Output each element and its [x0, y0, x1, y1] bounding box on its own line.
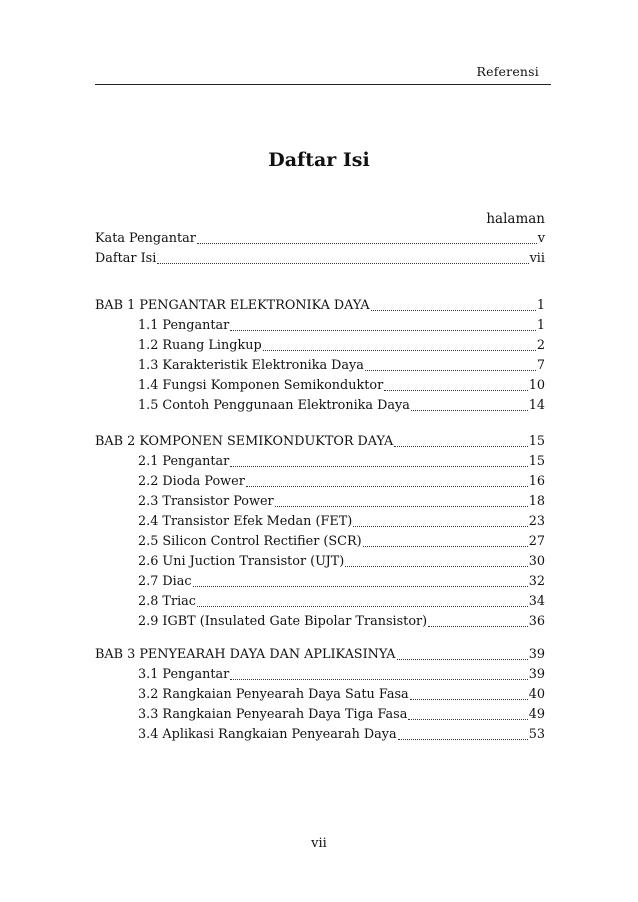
- toc-entry[interactable]: [95, 552, 545, 572]
- toc-entry[interactable]: [95, 472, 545, 492]
- dot-leader: [394, 432, 527, 452]
- toc-entry[interactable]: [95, 685, 545, 705]
- toc-entry-page: v: [537, 231, 545, 246]
- toc-entry-kata-pengantar[interactable]: [95, 229, 545, 249]
- toc-entry-page: 2: [536, 338, 545, 353]
- toc-entry-page: 1: [536, 298, 545, 313]
- page-column-label: halaman: [486, 211, 545, 227]
- dot-leader: [384, 376, 528, 396]
- toc-entry-page: 18: [528, 494, 545, 509]
- toc-entry[interactable]: [95, 592, 545, 612]
- toc-chapter-heading[interactable]: [95, 645, 545, 665]
- toc-entry[interactable]: [95, 725, 545, 745]
- dot-leader: [345, 552, 527, 572]
- toc-entry-label: Daftar Isi: [95, 251, 157, 266]
- toc-entry-label: 3.4 Aplikasi Rangkaian Penyearah Daya: [138, 727, 397, 742]
- toc-entry-page: 16: [528, 474, 545, 489]
- toc-entry-label: 2.1 Pengantar: [138, 454, 230, 469]
- dot-leader: [246, 472, 528, 492]
- dot-leader: [410, 685, 528, 705]
- toc-entry-page: 15: [528, 434, 545, 449]
- toc-entry-label: 2.5 Silicon Control Rectifier (SCR): [138, 534, 362, 549]
- toc-entry-label: 2.2 Dioda Power: [138, 474, 245, 489]
- toc-entry-label: 3.2 Rangkaian Penyearah Daya Satu Fasa: [138, 687, 409, 702]
- toc-entry[interactable]: [95, 452, 545, 472]
- toc-entry-label: 1.3 Karakteristik Elektronika Daya: [138, 358, 364, 373]
- header-rule: [95, 84, 551, 85]
- toc-entry[interactable]: [95, 512, 545, 532]
- toc-entry[interactable]: [95, 316, 545, 336]
- toc-entry-label: Kata Pengantar: [95, 231, 196, 246]
- toc-entry-page: 15: [528, 454, 545, 469]
- toc-entry-label: 2.7 Diac: [138, 574, 192, 589]
- toc-entry[interactable]: [95, 705, 545, 725]
- toc-chapter-3: [95, 645, 545, 745]
- toc-entry-label: 1.2 Ruang Lingkup: [138, 338, 262, 353]
- dot-leader: [397, 645, 528, 665]
- toc-entry-page: vii: [529, 251, 545, 266]
- toc-entry[interactable]: [95, 572, 545, 592]
- dot-leader: [411, 396, 528, 416]
- dot-leader: [371, 296, 536, 316]
- dot-leader: [365, 356, 536, 376]
- dot-leader: [230, 665, 527, 685]
- toc-entry-label: 1.4 Fungsi Komponen Semikonduktor: [138, 378, 384, 393]
- toc-entry-label: BAB 1 PENGANTAR ELEKTRONIKA DAYA: [95, 298, 370, 313]
- toc-entry-page: 49: [528, 707, 545, 722]
- toc-chapter-2: [95, 432, 545, 632]
- toc-entry[interactable]: [95, 492, 545, 512]
- toc-entry-page: 40: [528, 687, 545, 702]
- toc-entry[interactable]: [95, 356, 545, 376]
- toc-front-matter: [95, 229, 545, 269]
- toc-entry[interactable]: [95, 336, 545, 356]
- toc-entry-page: 23: [528, 514, 545, 529]
- toc-entry-label: 1.1 Pengantar: [138, 318, 230, 333]
- toc-entry-label: BAB 2 KOMPONEN SEMIKONDUKTOR DAYA: [95, 434, 394, 449]
- toc-entry-page: 10: [528, 378, 545, 393]
- dot-leader: [398, 725, 528, 745]
- running-header: Referensi: [476, 64, 539, 79]
- dot-leader: [230, 452, 527, 472]
- toc-entry-label: 1.5 Contoh Penggunaan Elektronika Daya: [138, 398, 410, 413]
- toc-entry[interactable]: [95, 532, 545, 552]
- toc-entry-page: 14: [528, 398, 545, 413]
- toc-entry[interactable]: [95, 612, 545, 632]
- toc-entry-label: 3.3 Rangkaian Penyearah Daya Tiga Fasa: [138, 707, 408, 722]
- dot-leader: [353, 512, 527, 532]
- dot-leader: [428, 612, 528, 632]
- toc-chapter-1: [95, 296, 545, 416]
- toc-entry-page: 39: [528, 647, 545, 662]
- toc-entry-page: 34: [528, 594, 545, 609]
- toc-entry-page: 36: [528, 614, 545, 629]
- dot-leader: [197, 592, 528, 612]
- dot-leader: [263, 336, 536, 356]
- toc-entry[interactable]: [95, 396, 545, 416]
- toc-entry-page: 53: [528, 727, 545, 742]
- dot-leader: [363, 532, 528, 552]
- toc-entry-label: 2.3 Transistor Power: [138, 494, 274, 509]
- toc-entry-daftar-isi[interactable]: [95, 249, 545, 269]
- dot-leader: [408, 705, 527, 725]
- dot-leader: [197, 229, 537, 249]
- toc-entry-page: 30: [528, 554, 545, 569]
- toc-entry-label: 2.9 IGBT (Insulated Gate Bipolar Transistor): [138, 614, 428, 629]
- toc-entry-page: 27: [528, 534, 545, 549]
- toc-entry-label: 3.1 Pengantar: [138, 667, 230, 682]
- toc-chapter-heading[interactable]: [95, 296, 545, 316]
- dot-leader: [275, 492, 528, 512]
- toc-entry-page: 1: [536, 318, 545, 333]
- toc-entry-label: 2.4 Transistor Efek Medan (FET): [138, 514, 353, 529]
- dot-leader: [157, 249, 528, 269]
- dot-leader: [193, 572, 528, 592]
- toc-entry-page: 32: [528, 574, 545, 589]
- dot-leader: [230, 316, 536, 336]
- toc-entry-page: 39: [528, 667, 545, 682]
- page-title: Daftar Isi: [268, 149, 370, 171]
- toc-entry-label: 2.6 Uni Juction Transistor (UJT): [138, 554, 345, 569]
- toc-entry-label: 2.8 Triac: [138, 594, 196, 609]
- toc-entry-page: 7: [536, 358, 545, 373]
- toc-entry[interactable]: [95, 665, 545, 685]
- page-number: vii: [311, 836, 327, 851]
- toc-entry[interactable]: [95, 376, 545, 396]
- toc-entry-label: BAB 3 PENYEARAH DAYA DAN APLIKASINYA: [95, 647, 396, 662]
- toc-chapter-heading[interactable]: [95, 432, 545, 452]
